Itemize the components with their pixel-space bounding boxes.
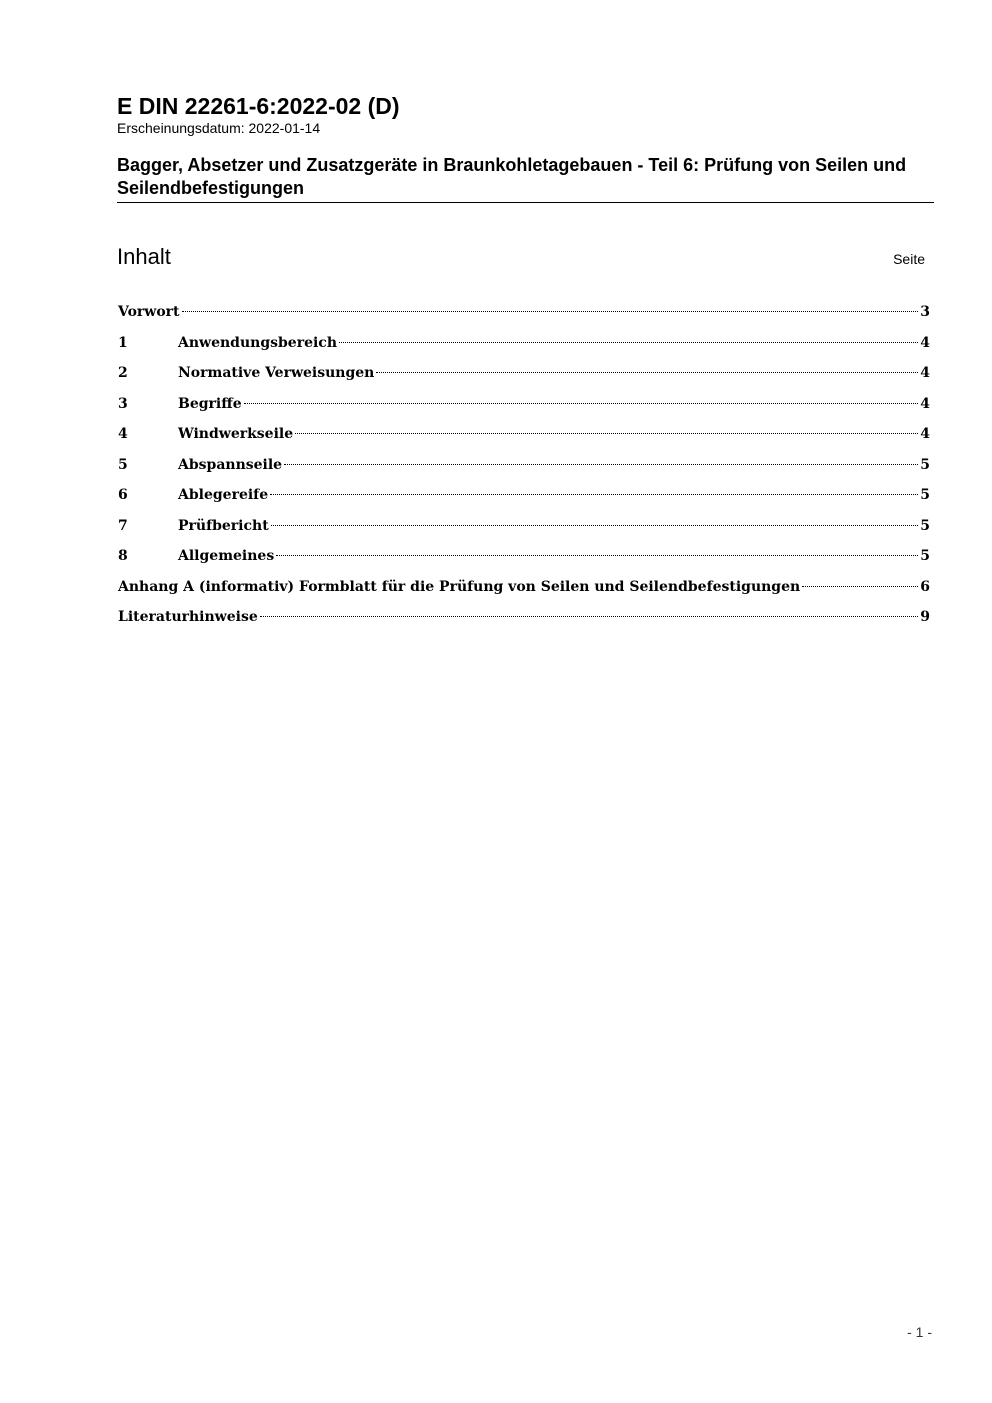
document-title: Bagger, Absetzer und Zusatzgeräte in Braunkohletagebauen - Teil 6: Prüfung von Seilen und Seilendbefestigungen — [117, 154, 934, 203]
toc-entry-1[interactable] — [118, 333, 930, 364]
table-of-contents — [118, 302, 930, 638]
toc-entry-label: Normative Verweisungen — [178, 365, 375, 381]
toc-dot-leader — [376, 372, 918, 373]
toc-entry-bibliography[interactable] — [118, 607, 930, 638]
toc-dot-leader — [270, 494, 918, 495]
toc-entry-page: 6 — [920, 578, 930, 595]
toc-entry-page: 5 — [920, 487, 930, 503]
toc-entry-page: 9 — [920, 609, 930, 625]
toc-entry-page: 3 — [920, 304, 930, 320]
page-number: - 1 - — [907, 1324, 932, 1340]
toc-entry-6[interactable] — [118, 485, 930, 516]
toc-entry-vorwort[interactable] — [118, 302, 930, 333]
toc-entry-page: 5 — [920, 456, 930, 473]
toc-entry-7[interactable] — [118, 516, 930, 547]
publication-date: Erscheinungsdatum: 2022-01-14 — [117, 120, 321, 136]
toc-heading: Inhalt — [117, 244, 171, 269]
toc-entry-number: 3 — [118, 395, 128, 412]
toc-dot-leader — [276, 555, 918, 556]
toc-page-column-label: Seite — [893, 251, 925, 267]
toc-entry-page: 4 — [920, 365, 930, 381]
toc-entry-number: 2 — [118, 365, 128, 381]
toc-entry-annex-a[interactable] — [118, 577, 930, 608]
toc-dot-leader — [244, 403, 919, 404]
toc-entry-label: Anwendungsbereich — [178, 334, 337, 351]
toc-entry-2[interactable] — [118, 363, 930, 394]
toc-dot-leader — [339, 342, 918, 343]
toc-entry-label: Windwerkseile — [178, 426, 294, 442]
toc-entry-label: Begriffe — [178, 395, 242, 412]
toc-entry-number: 6 — [118, 487, 128, 503]
toc-heading-row — [117, 244, 925, 270]
toc-entry-label: Vorwort — [118, 304, 180, 320]
toc-dot-leader — [271, 525, 919, 526]
toc-entry-label: Prüfbericht — [178, 517, 269, 534]
toc-entry-5[interactable] — [118, 455, 930, 486]
toc-entry-label: Anhang A (informativ) Formblatt für die Prüfung von Seilen und Seilendbefestigungen — [118, 578, 801, 595]
toc-entry-page: 4 — [920, 395, 930, 412]
toc-entry-page: 5 — [920, 517, 930, 534]
document-header — [117, 92, 934, 203]
toc-entry-4[interactable] — [118, 424, 930, 455]
toc-dot-leader — [182, 311, 919, 312]
toc-entry-label: Literaturhinweise — [118, 609, 258, 625]
toc-entry-label: Allgemeines — [178, 548, 275, 564]
toc-entry-number: 7 — [118, 517, 128, 534]
toc-entry-label: Abspannseile — [178, 456, 283, 473]
toc-entry-8[interactable] — [118, 546, 930, 577]
toc-entry-3[interactable] — [118, 394, 930, 425]
toc-entry-label: Ablegereife — [178, 487, 269, 503]
toc-entry-number: 1 — [118, 334, 128, 351]
toc-dot-leader — [802, 586, 918, 587]
toc-entry-page: 4 — [920, 334, 930, 351]
document-id: E DIN 22261-6:2022-02 (D) — [117, 93, 400, 119]
toc-dot-leader — [260, 616, 919, 617]
toc-dot-leader — [295, 433, 918, 434]
toc-entry-page: 5 — [920, 548, 930, 564]
toc-entry-page: 4 — [920, 426, 930, 442]
toc-entry-number: 8 — [118, 548, 128, 564]
toc-entry-number: 5 — [118, 456, 128, 473]
toc-dot-leader — [284, 464, 918, 465]
toc-entry-number: 4 — [118, 426, 128, 442]
